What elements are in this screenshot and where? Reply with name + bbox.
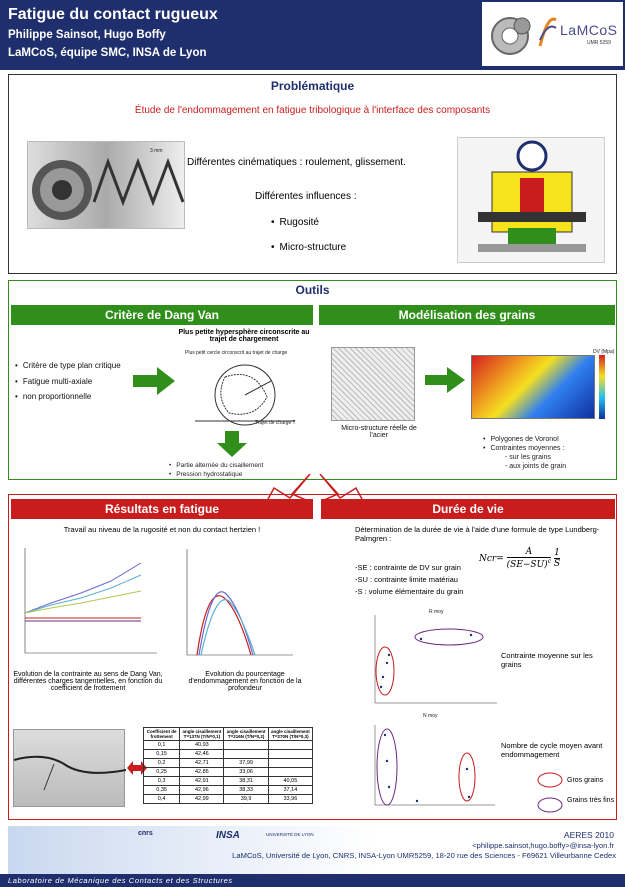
table-row bbox=[144, 759, 313, 768]
formula-right-den: S bbox=[553, 559, 561, 569]
table-cell: 37,99 bbox=[224, 759, 268, 768]
crack-photo-icon bbox=[14, 730, 126, 808]
voronoi-result-image bbox=[471, 355, 595, 419]
footer-lab: Laboratoire de Mécanique des Contacts et des Structures bbox=[8, 876, 233, 885]
chart1-caption: Evolution de la contrainte au sens de Dang Van, différentes charges tangentielles, en fonction du coefficient de frottement bbox=[13, 671, 163, 692]
dv-item-3: • non proportionnelle bbox=[15, 392, 91, 401]
def-su: -SU : contrainte limite matériau bbox=[355, 575, 458, 584]
gear-photo-icon bbox=[28, 142, 186, 230]
grains-item-2: • Contraintes moyennes : bbox=[483, 445, 564, 452]
resultats-header: Résultats en fatigue bbox=[11, 499, 313, 519]
chart2-caption: Evolution du pourcentage d'endommagement en fonction de la profondeur bbox=[188, 671, 302, 692]
authors: Philippe Sainsot, Hugo Boffy bbox=[8, 29, 166, 41]
grains-subitem-1-text: sur les grains bbox=[509, 454, 551, 461]
table-cell: 42,99 bbox=[180, 795, 224, 804]
table-cell: 33,96 bbox=[268, 795, 312, 804]
green-arrow-icon bbox=[133, 367, 175, 395]
lamcos-mark-icon bbox=[536, 10, 560, 50]
machine-diagram-icon bbox=[458, 138, 606, 264]
table-cell bbox=[224, 741, 268, 750]
scale-label: 3 mm bbox=[150, 148, 163, 154]
footer-logo-insa: INSA bbox=[216, 830, 240, 841]
table-cell: 42,85 bbox=[180, 768, 224, 777]
duree-header: Durée de vie bbox=[321, 499, 615, 519]
chart3-title: R moy bbox=[429, 609, 444, 615]
lamcos-logo-sub: UMR 5259 bbox=[587, 40, 611, 46]
colorbar bbox=[599, 355, 605, 419]
hypersphere-diagram bbox=[185, 357, 305, 427]
test-machine-diagram bbox=[457, 137, 605, 263]
table-cell bbox=[268, 768, 312, 777]
affiliation: LaMCoS, équipe SMC, INSA de Lyon bbox=[8, 47, 207, 59]
formula-num: A bbox=[507, 547, 551, 558]
table-cell: 0,3 bbox=[144, 777, 180, 786]
table-header: angle cisaillement T=270N (T/N=0,3) bbox=[268, 728, 312, 741]
table-row bbox=[144, 768, 313, 777]
crack-photo bbox=[13, 729, 125, 807]
lundberg-formula bbox=[479, 547, 560, 570]
chart4-label: Nombre de cycle moyen avant endommagement bbox=[501, 741, 603, 759]
footer-logo-udl: UNIVERSITÉ DE LYON bbox=[266, 832, 314, 837]
damage-depth-chart bbox=[177, 547, 317, 665]
table-row bbox=[144, 750, 313, 759]
def-se: -SE : contrainte de DV sur grain bbox=[355, 563, 461, 572]
outils-panel bbox=[8, 280, 617, 480]
table-cell: 40,93 bbox=[180, 741, 224, 750]
footer bbox=[8, 826, 617, 874]
poster-title: Fatigue du contact rugueux bbox=[8, 6, 218, 23]
dv-item-2: • Fatigue multi-axiale bbox=[15, 377, 92, 386]
table-cell bbox=[268, 759, 312, 768]
chart3-label: Contrainte moyenne sur les grains bbox=[501, 651, 593, 669]
footer-conf: AERES 2010 bbox=[563, 830, 614, 840]
table-cell: 33,06 bbox=[224, 768, 268, 777]
legend-ellipses-icon bbox=[537, 771, 563, 817]
footer-logo-cnrs: cnrs bbox=[138, 830, 153, 837]
table-cell: 0,15 bbox=[144, 750, 180, 759]
formula-lhs: Ncr= bbox=[479, 554, 504, 564]
table-cell: 0,1 bbox=[144, 741, 180, 750]
dang-van-header: Critère de Dang Van bbox=[11, 305, 313, 325]
grains-subitem-1: - sur les grains bbox=[505, 454, 551, 461]
table-cell: 0,4 bbox=[144, 795, 180, 804]
dv-result-2: • Pression hydrostatique bbox=[169, 471, 242, 478]
footer-address: LaMCoS, Université de Lyon, CNRS, INSA-Lyon UMR5259, 18-20 rue des Sciences - F69621 Villeurbanne Cedex bbox=[232, 851, 616, 860]
table-cell: 42,91 bbox=[180, 777, 224, 786]
dv-figure-label: Trajet de charge T bbox=[255, 420, 296, 426]
colorbar-label: DV (Mpa) bbox=[593, 349, 615, 355]
gear-logo-icon bbox=[488, 12, 534, 58]
dv-figure-caption: Plus petit cercle circonscrit au trajet de charge bbox=[185, 350, 288, 356]
legend-gros-grains: Gros grains bbox=[567, 777, 604, 784]
outils-title: Outils bbox=[295, 283, 330, 297]
microstructure-image bbox=[331, 347, 415, 421]
formula-den: (SE−SU) bbox=[506, 560, 548, 570]
table-row bbox=[144, 741, 313, 750]
microstructure-caption: Micro-structure réelle de l'acier bbox=[341, 425, 417, 439]
table-header: angle cisaillement T=216N (T/N=0,2) bbox=[224, 728, 268, 741]
green-down-arrow-icon bbox=[217, 431, 247, 457]
table-cell bbox=[268, 750, 312, 759]
formula-right-num: 1 bbox=[554, 548, 560, 558]
table-cell: 38,31 bbox=[224, 777, 268, 786]
influence-item-microstructure: • Micro-structure bbox=[271, 242, 346, 253]
influence-item-rugosite: • Rugosité bbox=[271, 217, 319, 228]
grains-header: Modélisation des grains bbox=[319, 305, 615, 325]
footer-email: <philippe.sainsot,hugo.boffy>@insa-lyon.fr bbox=[472, 841, 614, 850]
dv-figure-title: Plus petite hypersphère circonscrite au trajet de chargement bbox=[178, 329, 310, 343]
problematique-title: Problématique bbox=[270, 79, 355, 93]
chart4-title: N moy bbox=[423, 713, 438, 719]
grains-item-1: • Polygones de Voronoï bbox=[483, 436, 559, 443]
table-row bbox=[144, 786, 313, 795]
table-cell: 39,9 bbox=[224, 795, 268, 804]
resultats-intro: Travail au niveau de la rugosité et non du contact hertzien ! bbox=[63, 525, 261, 534]
lamcos-logo-text: LaMCoS bbox=[560, 22, 618, 38]
table-cell: 40,05 bbox=[268, 777, 312, 786]
table-cell: 42,46 bbox=[180, 750, 224, 759]
table-cell: 42,71 bbox=[180, 759, 224, 768]
influences-text: Différentes influences : bbox=[255, 191, 357, 202]
problematique-panel bbox=[8, 74, 617, 274]
table-cell: 0,35 bbox=[144, 786, 180, 795]
table-cell: 37,14 bbox=[268, 786, 312, 795]
cinematiques-text: Différentes cinématiques : roulement, glissement. bbox=[187, 157, 406, 168]
dv-item-1: • Critère de type plan critique bbox=[15, 361, 121, 370]
dv-stress-chart bbox=[11, 543, 157, 663]
mean-stress-chart bbox=[361, 607, 501, 711]
dv-result-1: • Partie alternée du cisaillement bbox=[169, 462, 263, 469]
table-row bbox=[144, 777, 313, 786]
table-cell bbox=[224, 750, 268, 759]
results-panel bbox=[8, 494, 617, 820]
footer-band bbox=[0, 874, 625, 887]
table-cell bbox=[268, 741, 312, 750]
formula-exp: c bbox=[547, 558, 552, 565]
cycle-count-chart bbox=[357, 721, 497, 815]
shear-angle-table bbox=[143, 727, 313, 804]
green-arrow-icon-2 bbox=[425, 367, 465, 393]
table-header: angle cisaillement T=137N (T/N=0,1) bbox=[180, 728, 224, 741]
def-s: -S : volume élémentaire du grain bbox=[355, 587, 464, 596]
table-cell: 42,96 bbox=[180, 786, 224, 795]
grains-subitem-2: - aux joints de grain bbox=[505, 463, 567, 470]
gear-photo bbox=[27, 141, 185, 229]
table-row bbox=[144, 795, 313, 804]
table-header: Coefficient de frottement bbox=[144, 728, 180, 741]
problematique-subtitle: Étude de l'endommagement en fatigue tribologique à l'interface des composants bbox=[134, 105, 491, 116]
duree-intro: Détermination de la durée de vie à l'aide d'une formule de type Lundberg-Palmgren : bbox=[355, 525, 600, 543]
grains-subitem-2-text: aux joints de grain bbox=[509, 463, 567, 470]
legend-grains-fins: Grains très fins bbox=[567, 797, 615, 804]
table-cell: 38,33 bbox=[224, 786, 268, 795]
table-cell: 0,25 bbox=[144, 768, 180, 777]
table-cell: 0,2 bbox=[144, 759, 180, 768]
